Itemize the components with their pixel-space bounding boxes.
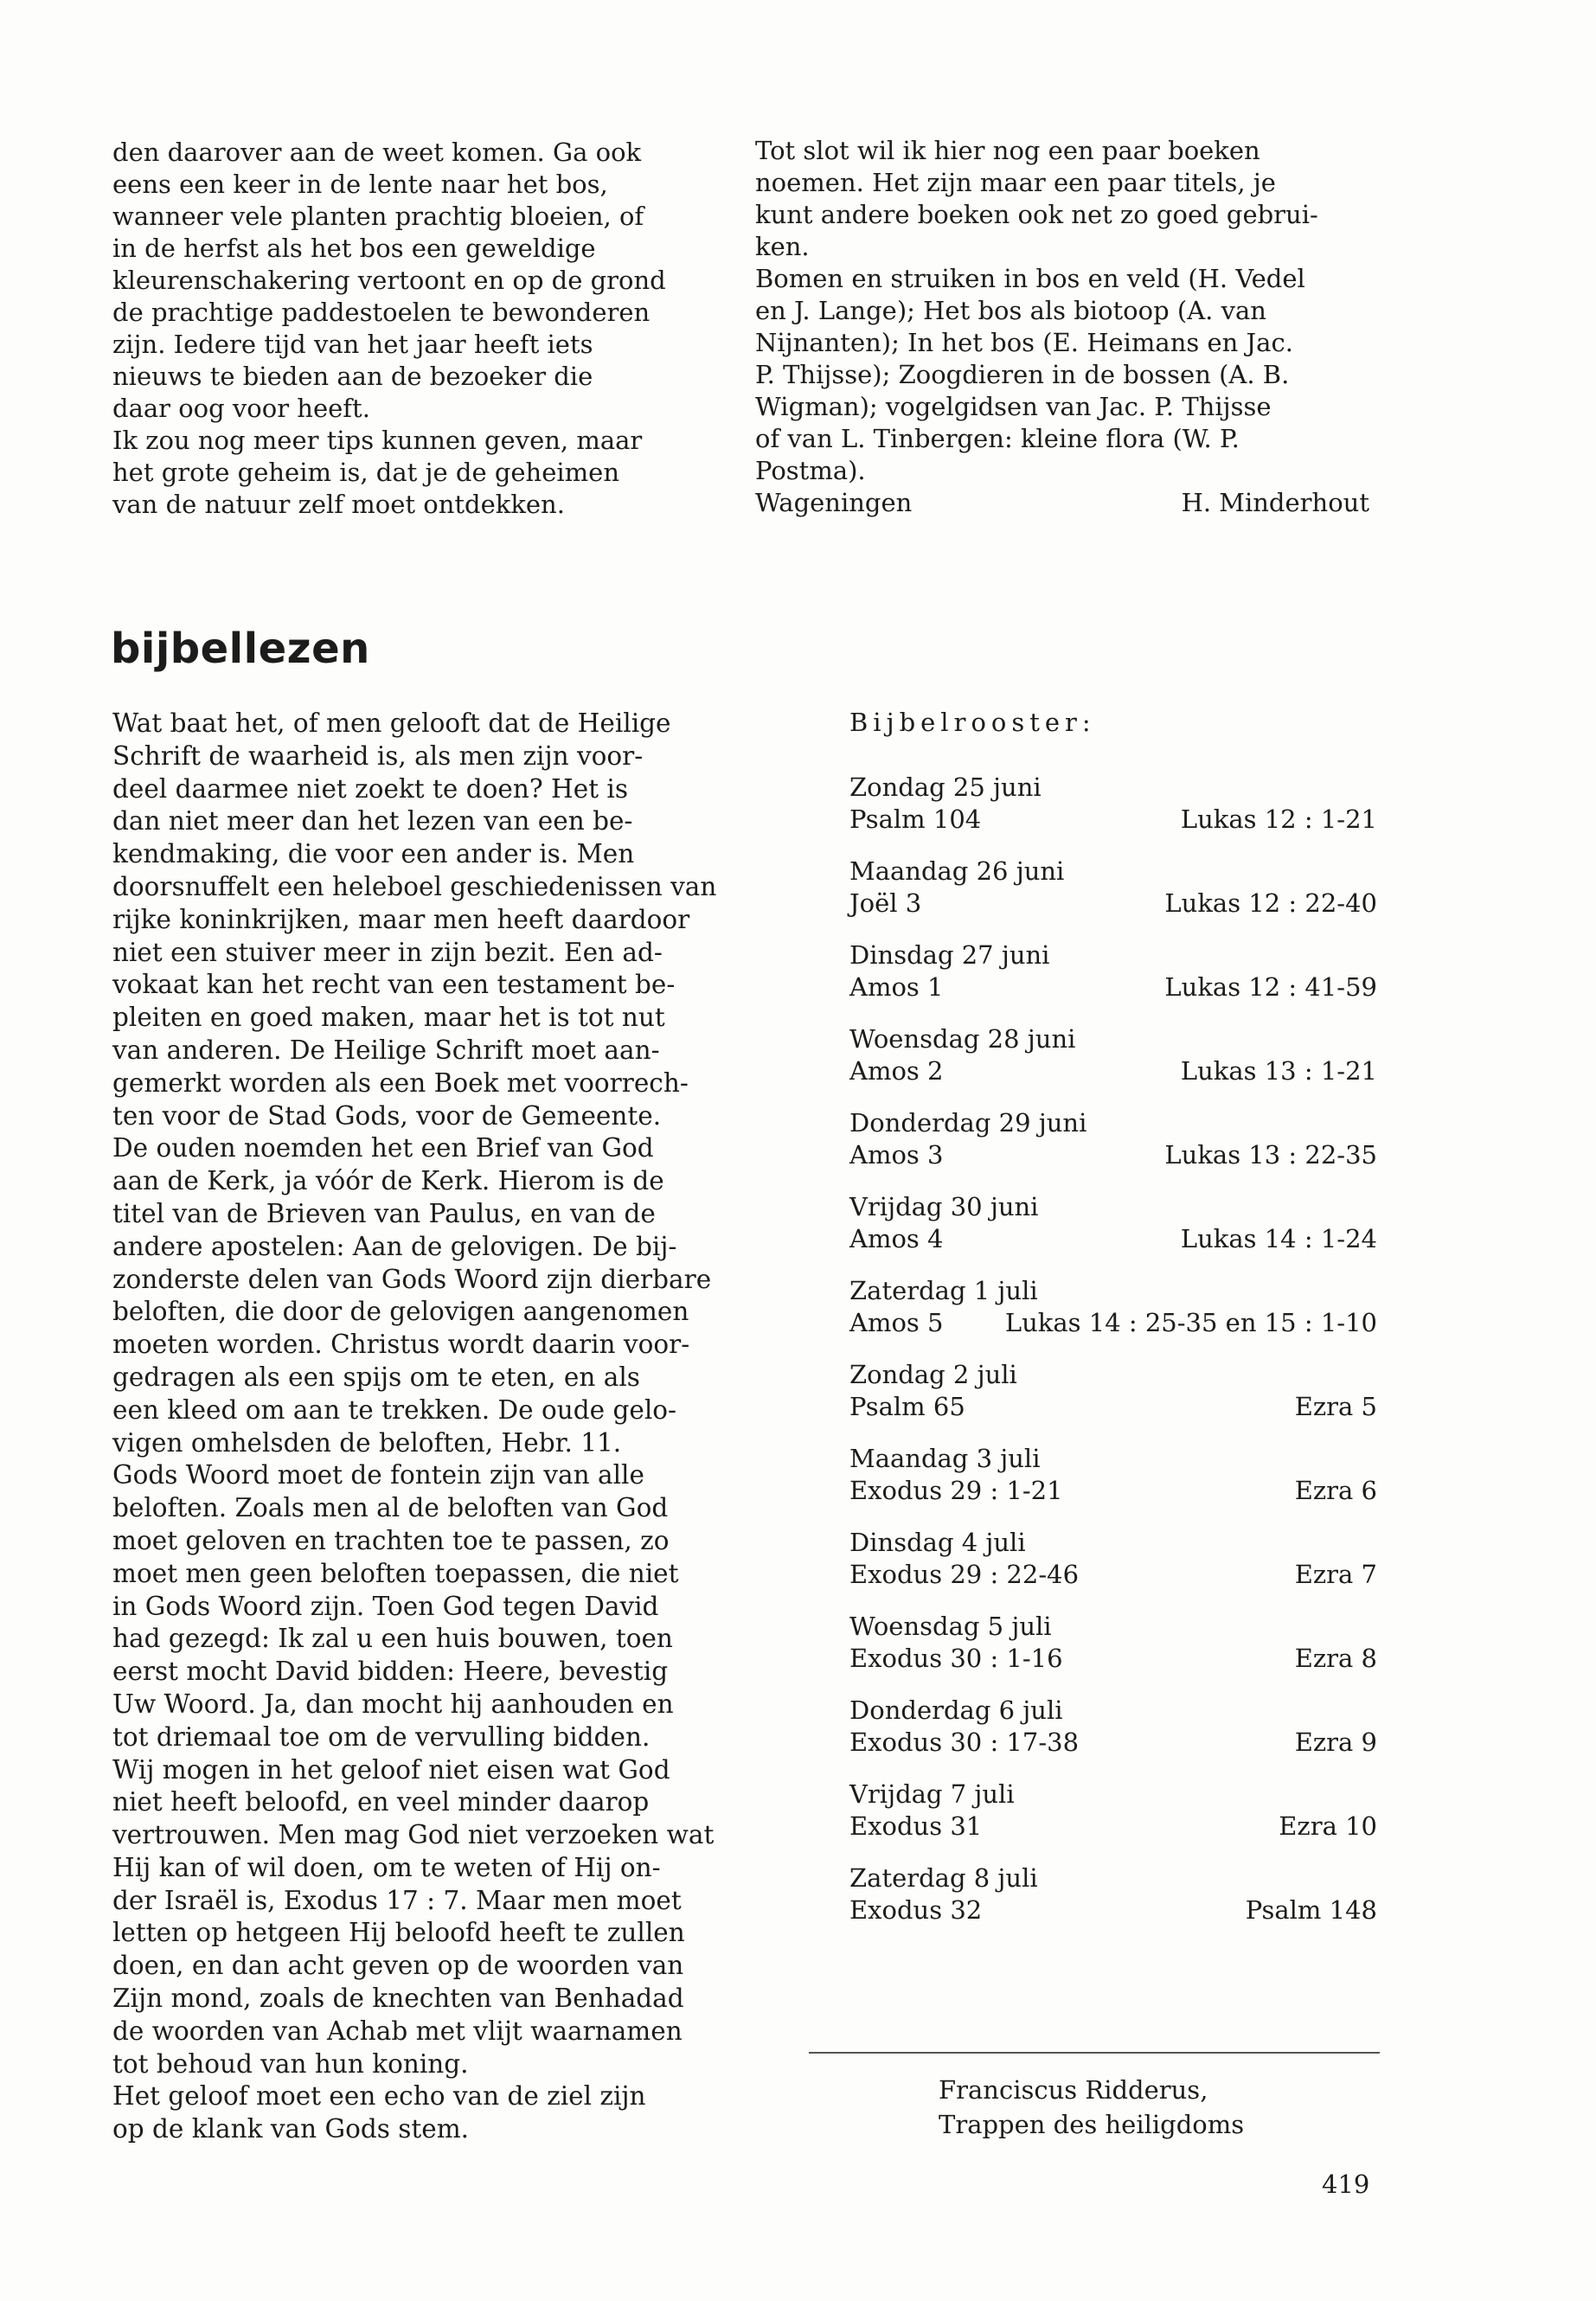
text-line: ten voor de Stad Gods, voor de Gemeente. (112, 1100, 662, 1131)
text-line: Wigman); vogelgidsen van Jac. P. Thijsse (755, 392, 1272, 421)
article-body (112, 708, 770, 2146)
intro-paragraph (112, 137, 718, 521)
schedule-day-label: Vrijdag 30 juni (849, 1192, 1039, 1221)
text-line: pleiten en goed maken, maar het is tot nut (112, 1003, 665, 1033)
text-line: der Israël is, Exodus 17 : 7. Maar men moet (112, 1885, 682, 1915)
text-line: van anderen. De Heilige Schrift moet aan- (112, 1035, 660, 1065)
schedule-day (849, 1862, 1377, 1926)
quote-source: Trappen des heiligdoms (939, 2110, 1245, 2139)
signature-author: H. Minderhout (1181, 488, 1369, 517)
schedule-day (849, 856, 1377, 920)
reading-first: Amos 3 (849, 1140, 944, 1170)
text-line: ken. (755, 232, 810, 261)
reading-second: Ezra 6 (1294, 1476, 1377, 1505)
quote-divider (809, 2052, 1380, 2054)
reading-first: Exodus 30 : 17-38 (849, 1727, 1080, 1757)
schedule-day (849, 772, 1377, 836)
reading-second: Lukas 13 : 1-21 (1180, 1056, 1377, 1086)
reading-second: Ezra 8 (1294, 1644, 1377, 1673)
schedule-readings (849, 1894, 1377, 1926)
schedule-day (849, 1443, 1377, 1507)
schedule-day-label: Dinsdag 4 juli (849, 1528, 1026, 1557)
reading-second: Ezra 10 (1279, 1811, 1377, 1841)
schedule-readings (849, 1727, 1377, 1759)
schedule-day (849, 1611, 1377, 1675)
text-line: deel daarmee niet zoekt te doen? Het is (112, 773, 629, 804)
reading-second: Ezra 5 (1294, 1392, 1377, 1421)
reading-first: Amos 1 (849, 972, 944, 1002)
signature-place: Wageningen (755, 488, 913, 517)
text-line: kleurenschakering vertoont en op de grond (112, 266, 666, 295)
schedule-day-label: Woensdag 28 juni (849, 1024, 1076, 1054)
quote-author: Franciscus Ridderus, (939, 2075, 1208, 2105)
reading-first: Amos 4 (849, 1224, 944, 1253)
text-line: Schrift de waarheid is, als men zijn voor- (112, 740, 644, 771)
intro-column-right (755, 135, 1369, 519)
signature-row (755, 487, 1369, 519)
text-line: moet geloven en trachten toe te passen, zo (112, 1525, 670, 1555)
text-line: dan niet meer dan het lezen van een be- (112, 806, 633, 836)
schedule-readings (849, 1475, 1377, 1507)
text-line: tot driemaal toe om de vervulling bidden. (112, 1721, 651, 1752)
reading-second: Lukas 14 : 1-24 (1180, 1224, 1377, 1253)
schedule-readings (849, 1307, 1377, 1339)
reading-second: Ezra 9 (1294, 1727, 1377, 1757)
text-line: doorsnuffelt een heleboel geschiedenissen van (112, 871, 717, 901)
intro-column-left (112, 137, 718, 521)
text-line: Nijnanten); In het bos (E. Heimans en Jac. (755, 328, 1293, 357)
schedule-day-label: Vrijdag 7 juli (849, 1779, 1015, 1809)
text-line: Uw Woord. Ja, dan mocht hij aanhouden en (112, 1689, 674, 1719)
reading-first: Exodus 32 (849, 1895, 983, 1925)
text-line: zijn. Iedere tijd van het jaar heeft iets (112, 330, 593, 359)
schedule-day (849, 1275, 1377, 1339)
text-line: een kleed om aan te trekken. De oude gelo- (112, 1394, 676, 1425)
text-line: in Gods Woord zijn. Toen God tegen David (112, 1591, 659, 1621)
schedule-day (849, 1695, 1377, 1759)
reading-first: Exodus 30 : 1-16 (849, 1644, 1063, 1673)
article-paragraph (112, 708, 770, 2146)
schedule-day-label: Donderdag 6 juli (849, 1695, 1063, 1725)
schedule-readings (849, 1391, 1377, 1423)
text-line: aan de Kerk, ja vóór de Kerk. Hierom is de (112, 1166, 664, 1196)
text-line: niet een stuiver meer in zijn bezit. Een ad- (112, 937, 663, 967)
schedule-day-label: Dinsdag 27 juni (849, 940, 1050, 970)
text-line: noemen. Het zijn maar een paar titels, je (755, 168, 1276, 197)
text-line: beloften, die door de gelovigen aangenomen (112, 1297, 689, 1327)
schedule-day (849, 1023, 1377, 1087)
text-line: het grote geheim is, dat je de geheimen (112, 458, 620, 487)
schedule-day (849, 1527, 1377, 1591)
schedule-day-label: Zondag 2 juli (849, 1360, 1017, 1389)
text-line: eerst mocht David bidden: Heere, bevestig (112, 1657, 669, 1687)
text-line: beloften. Zoals men al de beloften van God (112, 1493, 669, 1523)
reading-second: Lukas 12 : 22-40 (1164, 888, 1377, 918)
text-line: letten op hetgeen Hij beloofd heeft te zullen (112, 1918, 685, 1948)
schedule-day-label: Zaterdag 1 juli (849, 1276, 1038, 1305)
reading-second: Lukas 12 : 41-59 (1164, 972, 1377, 1002)
text-line: vigen omhelsden de beloften, Hebr. 11. (112, 1427, 622, 1458)
schedule-day-label: Maandag 3 juli (849, 1444, 1041, 1473)
text-line: de prachtige paddestoelen te bewonderen (112, 298, 651, 327)
reading-first: Exodus 29 : 1-21 (849, 1476, 1063, 1505)
schedule-day (849, 1359, 1377, 1423)
schedule-day (849, 1191, 1377, 1255)
text-line: Tot slot wil ik hier nog een paar boeken (755, 136, 1260, 165)
text-line: doen, en dan acht geven op de woorden van (112, 1951, 684, 1981)
reading-first: Amos 2 (849, 1056, 944, 1086)
text-line: titel van de Brieven van Paulus, en van de (112, 1198, 656, 1228)
text-line: eens een keer in de lente naar het bos, (112, 170, 608, 199)
text-line: Wat baat het, of men gelooft dat de Heilige (112, 708, 671, 738)
text-line: nieuws te bieden aan de bezoeker die (112, 362, 593, 391)
schedule-day-label: Zaterdag 8 juli (849, 1863, 1038, 1893)
reading-second: Lukas 14 : 25-35 en 15 : 1-10 (1004, 1308, 1377, 1337)
text-line: gedragen als een spijs om te eten, en als (112, 1362, 640, 1392)
text-line: Postma). (755, 456, 866, 485)
text-line: Zijn mond, zoals de knechten van Benhadad (112, 1984, 684, 2014)
text-line: moeten worden. Christus wordt daarin voor- (112, 1330, 690, 1360)
text-line: op de klank van Gods stem. (112, 2114, 470, 2144)
text-line: zonderste delen van Gods Woord zijn dierbare (112, 1264, 712, 1294)
text-line: kunt andere boeken ook net zo goed gebrui- (755, 200, 1318, 229)
quote-attribution (939, 2073, 1244, 2142)
text-line: P. Thijsse); Zoogdieren in de bossen (A. B. (755, 360, 1290, 389)
text-line: vertrouwen. Men mag God niet verzoeken wat (112, 1820, 715, 1850)
text-line: De ouden noemden het een Brief van God (112, 1133, 654, 1163)
schedule-readings (849, 804, 1377, 836)
reading-first: Joël 3 (849, 888, 922, 918)
schedule-day-label: Woensdag 5 juli (849, 1612, 1052, 1641)
text-line: andere apostelen: Aan de gelovigen. De bij- (112, 1231, 677, 1261)
reading-first: Exodus 29 : 22-46 (849, 1560, 1080, 1589)
book-list-paragraph (755, 135, 1369, 487)
text-line: den daarover aan de weet komen. Ga ook (112, 138, 642, 167)
reading-second: Lukas 12 : 1-21 (1180, 804, 1377, 834)
page-number: 419 (1322, 2170, 1370, 2199)
schedule-days (849, 772, 1377, 1926)
text-line: of van L. Tinbergen: kleine flora (W. P. (755, 424, 1240, 453)
text-line: en J. Lange); Het bos als biotoop (A. van (755, 296, 1266, 325)
schedule-day-label: Maandag 26 juni (849, 856, 1065, 886)
schedule-readings (849, 1811, 1377, 1843)
schedule-readings (849, 888, 1377, 920)
text-line: Ik zou nog meer tips kunnen geven, maar (112, 426, 643, 455)
text-line: moet men geen beloften toepassen, die niet (112, 1558, 679, 1588)
schedule-day (849, 1779, 1377, 1843)
section-heading: bijbellezen (111, 625, 370, 673)
text-line: gemerkt worden als een Boek met voorrech- (112, 1067, 689, 1098)
schedule-day (849, 939, 1377, 1003)
text-line: vokaat kan het recht van een testament be- (112, 970, 676, 1000)
text-line: kendmaking, die voor een ander is. Men (112, 839, 635, 869)
text-line: Wij mogen in het geloof niet eisen wat God (112, 1754, 670, 1785)
text-line: Bomen en struiken in bos en veld (H. Vedel (755, 264, 1305, 293)
reading-first: Exodus 31 (849, 1811, 983, 1841)
reading-second: Psalm 148 (1245, 1895, 1377, 1925)
schedule-readings (849, 971, 1377, 1003)
schedule-readings (849, 1559, 1377, 1591)
text-line: tot behoud van hun koning. (112, 2048, 469, 2079)
text-line: daar oog voor heeft. (112, 394, 370, 423)
text-line: wanneer vele planten prachtig bloeien, of (112, 202, 644, 231)
text-line: had gezegd: Ik zal u een huis bouwen, toen (112, 1624, 673, 1654)
reading-first: Amos 5 (849, 1308, 944, 1337)
text-line: niet heeft beloofd, en veel minder daarop (112, 1787, 650, 1817)
schedule-day (849, 1107, 1377, 1171)
text-line: van de natuur zelf moet ontdekken. (112, 490, 565, 519)
schedule-title: Bijbelrooster: (849, 708, 1096, 737)
text-line: rijke koninkrijken, maar men heeft daardoor (112, 904, 690, 934)
reading-first: Psalm 104 (849, 804, 982, 834)
schedule-readings (849, 1223, 1377, 1255)
schedule-day-label: Donderdag 29 juni (849, 1108, 1087, 1138)
reading-second: Lukas 13 : 22-35 (1164, 1140, 1377, 1170)
schedule-day-label: Zondag 25 juni (849, 772, 1042, 802)
schedule-readings (849, 1643, 1377, 1675)
text-line: in de herfst als het bos een geweldige (112, 234, 596, 263)
reading-second: Ezra 7 (1294, 1560, 1377, 1589)
reading-first: Psalm 65 (849, 1392, 965, 1421)
bible-schedule (849, 708, 1377, 1946)
text-line: Hij kan of wil doen, om te weten of Hij on- (112, 1852, 661, 1882)
text-line: Het geloof moet een echo van de ziel zijn (112, 2081, 646, 2112)
schedule-readings (849, 1139, 1377, 1171)
schedule-readings (849, 1055, 1377, 1087)
text-line: Gods Woord moet de fontein zijn van alle (112, 1460, 644, 1490)
text-line: de woorden van Achab met vlijt waarnamen (112, 2016, 683, 2046)
